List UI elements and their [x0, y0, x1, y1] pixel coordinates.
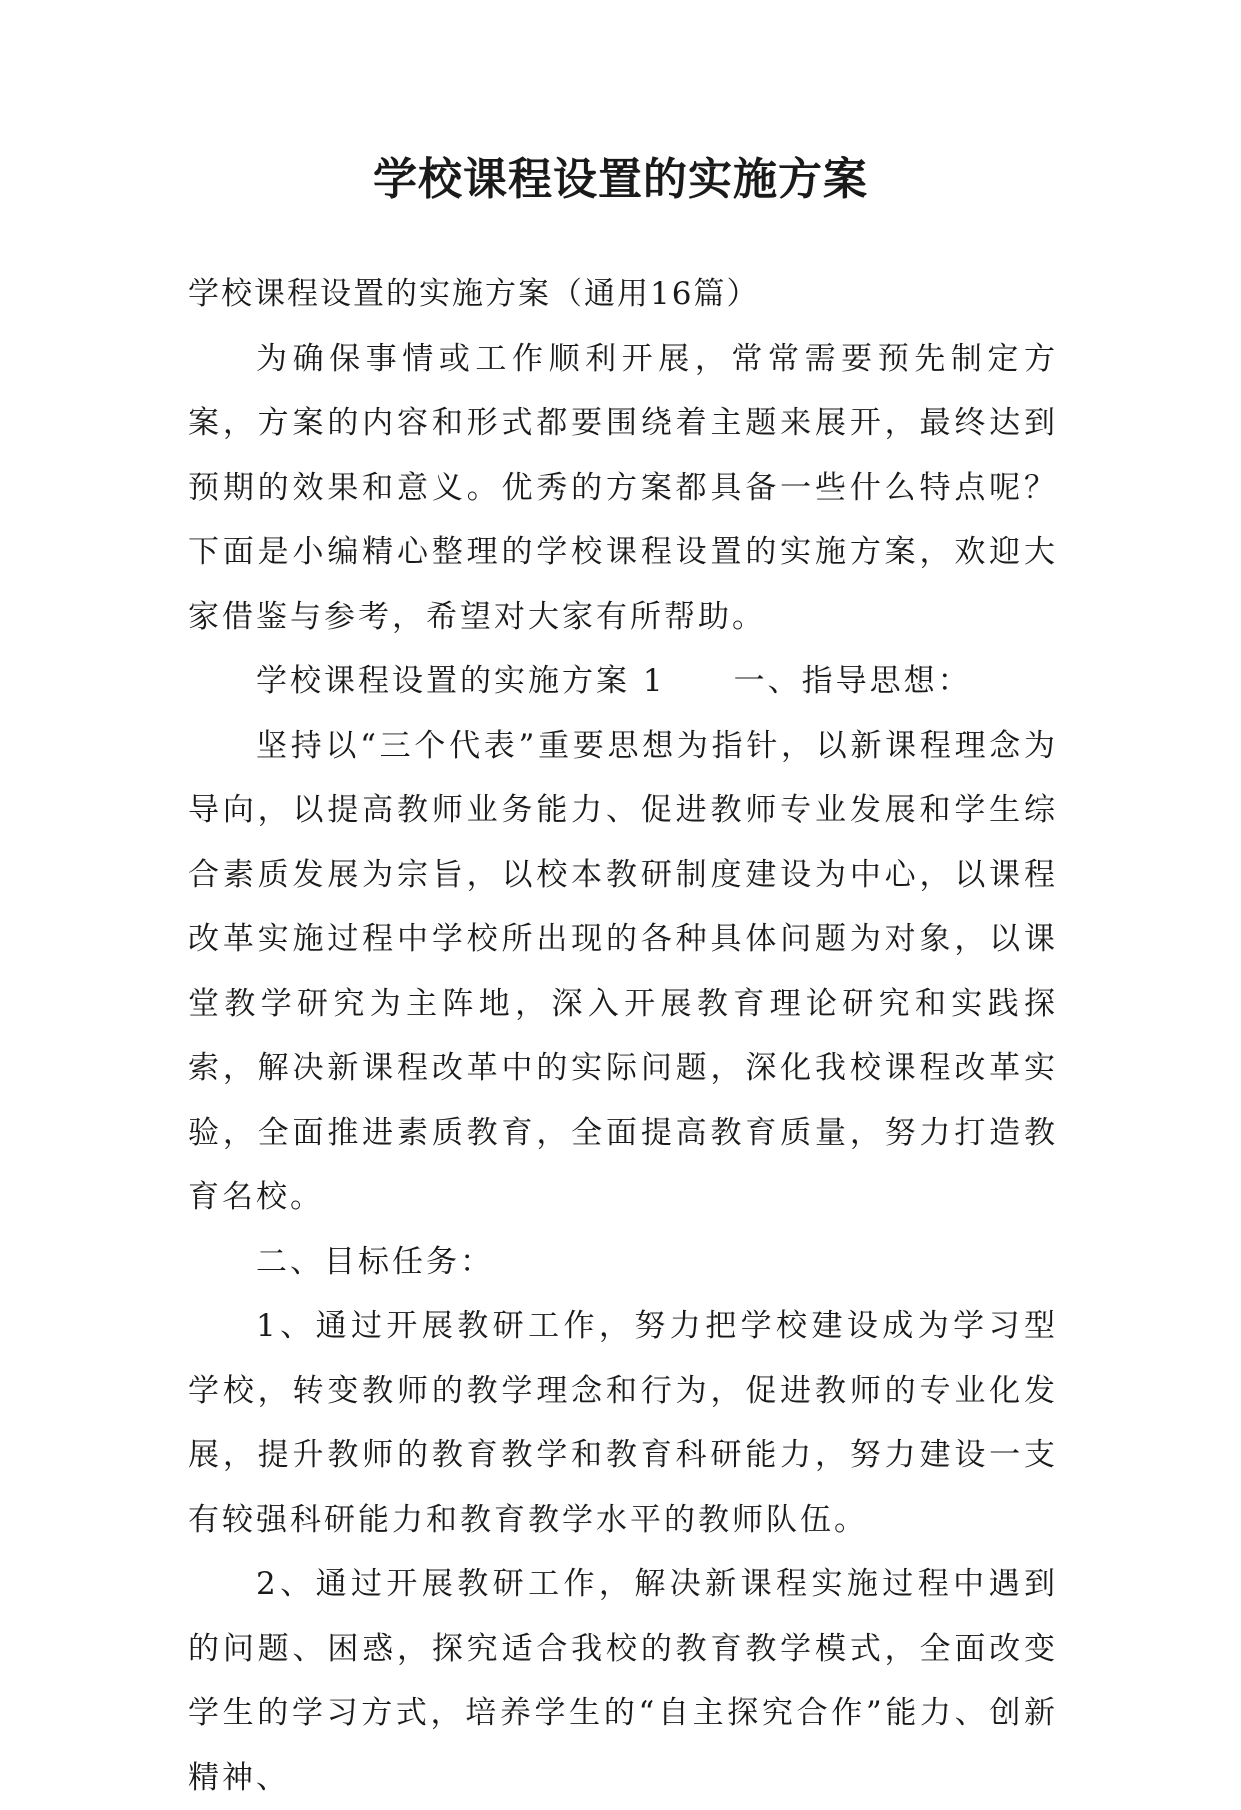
- goal-item-1: 1、通过开展教研工作，努力把学校建设成为学习型学校，转变教师的教学理念和行为，促进教师的专业化发展，提升教师的教育教学和教育科研能力，努力建设一支有较强科研能力和教育教学水平的教师队伍。: [188, 1308, 1058, 1538]
- document-title: 学校课程设置的实施方案: [373, 154, 868, 205]
- guiding-ideology-paragraph: 坚持以“三个代表”重要思想为指针，以新课程理念为导向，以提高教师业务能力、促进教师专业发展和学生综合素质发展为宗旨，以校本教研制度建设为中心，以课程改革实施过程中学校所出现的各种具体问题为对象，以课堂教学研究为主阵地，深入开展教育理论研究和实践探索，解决新课程改革中的实际问题，深化我校课程改革实验，全面推进素质教育，全面提高教育质量，努力打造教育名校。: [188, 727, 1058, 1215]
- section-heading-guiding-ideology: 学校课程设置的实施方案 1 一、指导思想：: [256, 663, 972, 699]
- document-subtitle: 学校课程设置的实施方案（通用16篇）: [188, 276, 760, 312]
- goal-item-2: 2、通过开展教研工作，解决新课程实施过程中遇到的问题、困惑，探究适合我校的教育教学模式，全面改变学生的学习方式，培养学生的“自主探究合作”能力、创新精神、: [188, 1566, 1058, 1796]
- intro-paragraph: 为确保事情或工作顺利开展，常常需要预先制定方案，方案的内容和形式都要围绕着主题来展开，最终达到预期的效果和意义。优秀的方案都具备一些什么特点呢？下面是小编精心整理的学校课程设置的实施方案，欢迎大家借鉴与参考，希望对大家有所帮助。: [188, 340, 1058, 635]
- document-body: [188, 262, 1058, 1810]
- section-heading-goals: 二、目标任务：: [256, 1243, 494, 1280]
